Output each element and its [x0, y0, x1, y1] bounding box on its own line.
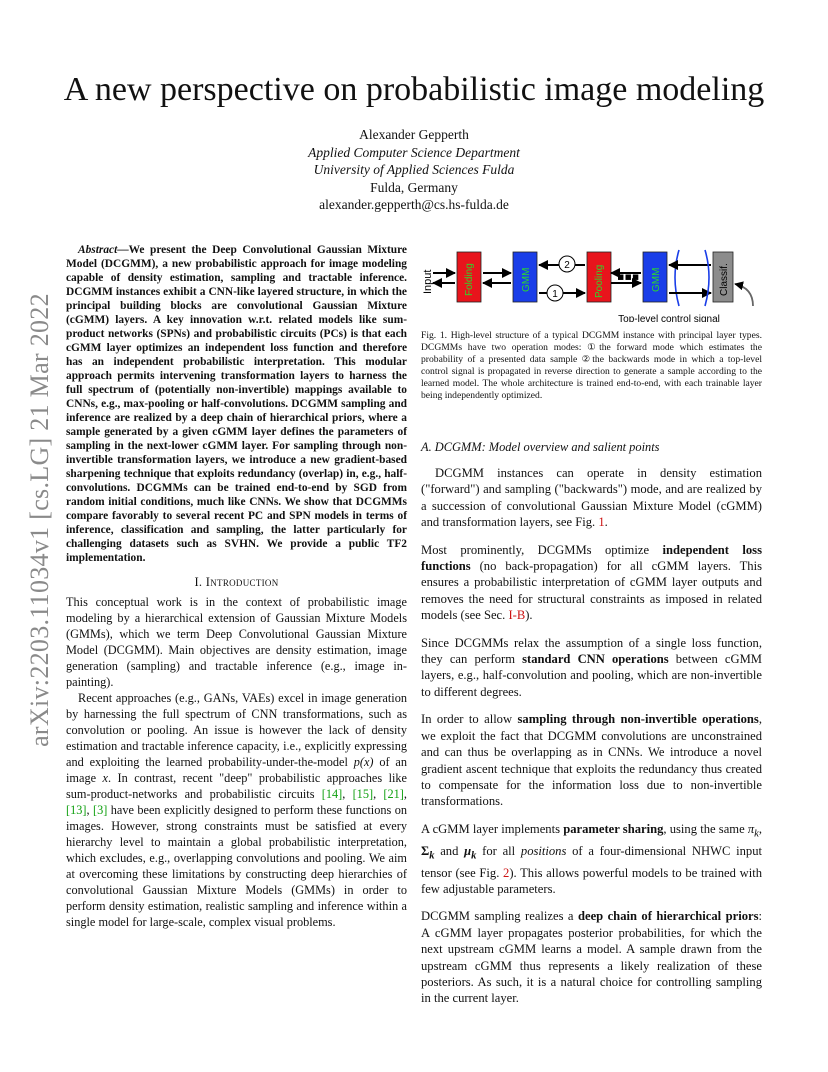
ellipsis-dots: ▪▪▪ — [617, 270, 640, 283]
figure-1-svg — [421, 244, 762, 322]
overview-p4-text-b: , we exploit the fact that DCGMM convolutions are unconstrained and can thus be overlapping as in CNNs. We introduce a novel gradient ascent technique that exploits the redundancy thus created to compensate for the information loss due to non-invertible transformations. — [421, 712, 762, 809]
overview-paragraph-1 — [421, 465, 762, 531]
math-pi: π — [747, 821, 755, 836]
sampling-noninvertible-bold: sampling through non-invertible operations — [517, 712, 759, 727]
overview-p3-text-a: Since DCGMMs relax the assumption of a single loss function, they can perform — [421, 635, 762, 667]
overview-p5-end: ). This allows powerful models to be trained with few adjustable parameters. — [421, 865, 762, 896]
overview-p5-sep: , — [758, 821, 762, 836]
abstract-dash: — — [117, 244, 129, 256]
overview-p5-text-c: for all — [476, 843, 521, 858]
author-name: Alexander Gepperth — [359, 127, 469, 142]
abstract-label: Abstract — [78, 244, 118, 256]
author-dept: Applied Computer Science Department — [308, 144, 520, 160]
overview-p2-end: ). — [525, 608, 533, 623]
figure-1-caption: Fig. 1. High-level structure of a typical DCGMM instance with principal layer types. DCGMMs have two operation modes: ①the forward mode which estimates the probability of a presented data sample ②the backwards mode in which a top-level control signal is propagated in reverse direction to generate a sample according to the learned model. The whole architecture is trained end-to-end, with each trainable layer being independently optimized. — [421, 330, 762, 401]
mode-2-label: 2 — [564, 260, 570, 271]
overview-p5-text-a: A cGMM layer implements — [421, 821, 564, 836]
math-subscript-k: k — [754, 828, 759, 840]
overview-paragraph-3 — [421, 635, 762, 701]
intro-paragraph-2 — [66, 690, 407, 930]
overview-p6-text-b: : A cGMM layer propagates posterior probabilities, for which the next upstream cGMM learns a model. A sample drawn from the upstream cGMM thus represents a likely realization of these posteriors. As such, it is a natural choice for controlling sampling in the current layer. — [421, 909, 762, 1006]
math-pi-k — [747, 821, 759, 840]
math-subscript-k: k — [429, 850, 435, 862]
section-ref-ib[interactable]: I-B — [508, 608, 526, 623]
citation-13[interactable]: [13] — [66, 803, 87, 817]
subsection-heading-overview: A. DCGMM: Model overview and salient points — [421, 440, 660, 454]
figure-ref-1[interactable]: 1 — [598, 515, 605, 530]
arxiv-identifier — [20, 280, 60, 760]
arxiv-identifier-text: arXiv:2203.11034v1 [cs.LG] 21 Mar 2022 — [25, 293, 54, 747]
overview-p2-text-a: Most prominently, DCGMMs optimize — [421, 542, 663, 557]
abstract-text: We present the Deep Convolutional Gaussian Mixture Model (DCGMM), a new probabilistic approach for image modeling capable of density estimation, sampling and tractable inference. DCGMM instances exhibit a CNN-like layered structure, in which the principal building blocks are convolutional Gaussian Mixture (cGMM) layers. A key innovation w.r.t. related models like sum-product networks (SPNs) and probabilistic circuits (PCs) is that each cGMM layer optimizes an independent loss function and therefore has an independent probabilistic interpretation. This modular approach permits intervening transformation layers to harness the full spectrum of (potentially non-invertible) mappings available to CNNs, e.g., max-pooling or half-convolutions. DCGMM sampling and inference are realized by a deep chain of hierarchical priors, where a sample generated by a given cGMM layer defines the parameters of sampling in the next-lower cGMM layer. For sampling through non-invertible transformation layers, we introduce a new gradient-based sharpening technique that exploits redundancy (overlap) in, e.g., half-convolutions. DCGMMs can be trained end-to-end by SGD from random initial conditions, much like CNNs. We show that DCGMMs compare favorably to several recent PC and SPN models in terms of inference, classification and sampling, the latter particularly for challenging datasets such as SVHN. We provide a public TF2 implementation. — [66, 244, 407, 564]
author-location: Fulda, Germany — [370, 179, 458, 195]
folding-label: Folding — [464, 263, 475, 296]
gmm-label: GMM — [521, 267, 532, 292]
overview-p6-text-a: DCGMM sampling realizes a — [421, 909, 578, 924]
math-mu: μ — [464, 843, 472, 858]
math-mu-k — [464, 843, 477, 862]
overview-p4-text-a: In order to allow — [421, 712, 518, 727]
classifier-label: Classif. — [719, 263, 730, 296]
abstract — [66, 243, 407, 565]
section-heading-introduction: I. Introduction — [194, 575, 279, 589]
math-x: x — [102, 771, 108, 785]
hierarchical-priors-bold: deep chain of hierarchical priors — [577, 909, 759, 924]
intro-paragraph-1: This conceptual work is in the context of probabilistic image modeling by a hierarchical extension of Gaussian Mixture Models (GMMs), which we term Deep Convolutional Gaussian Mixture Model (DCGMM). Main objectives are density estimation, image generation (sampling) and tractable inference (e.g., image in-painting). — [66, 595, 407, 689]
overview-p5-text-b: , using the same — [663, 821, 748, 836]
right-column — [421, 244, 762, 1018]
overview-paragraph-2 — [421, 542, 762, 624]
parameter-sharing-bold: parameter sharing — [563, 821, 664, 836]
paper-title: A new perspective on probabilistic image modeling — [63, 71, 765, 108]
citation-separator: , — [373, 787, 384, 801]
figure-ref-2[interactable]: 2 — [503, 865, 510, 880]
positions-italic: positions — [520, 843, 567, 858]
overview-paragraph-6 — [421, 908, 762, 1006]
pooling-label: Pooling — [594, 264, 605, 298]
author-email[interactable]: alexander.gepperth@cs.hs-fulda.de — [319, 197, 509, 212]
gmm-label-2: GMM — [651, 267, 662, 292]
intro-p2-text-d: have been explicitly designed to perform these functions on images. However, strong constraints must be satisfied at every hierarchy level to maintain a global probabilistic interpretation, which excludes, e.g., overlapping convolutions and pooling. We aim at overcoming these limitations by constructing deep hierarchies of convolutional Gaussian Mixture Models (GMMs) in order to perform density estimation, realistic sampling and inference within a single model for large-scale, complex visual problems. — [66, 803, 407, 929]
overview-p2-text-b: (no back-propagation) for all cGMM layers. This ensures a probabilistic interpretation of cGMM layer outputs and removes the need for structural constraints as imposed in related models (see Sec. — [421, 559, 762, 623]
independent-loss-bold: independent loss functions — [421, 542, 762, 574]
overview-p5-text-d: of a four-dimensional NHWC input tensor (see Fig. — [421, 843, 762, 880]
citation-separator: , — [86, 803, 93, 817]
intro-p2-text-a: Recent approaches (e.g., GANs, VAEs) excel in image generation by harnessing the full spectrum of CNN transformations, such as convolution or pooling. An issue is however the lack of density estimation and tractable inference capacity, i.e., explicitly expressing and exploiting the learned probability-under-the-model — [66, 691, 407, 769]
citation-15[interactable]: [15] — [352, 787, 374, 801]
author-university: University of Applied Sciences Fulda — [313, 162, 515, 177]
math-sigma-k — [421, 843, 435, 862]
citation-separator: , — [403, 787, 407, 801]
math-px: p(x) — [353, 755, 374, 769]
control-signal-label: Top-level control signal — [618, 314, 720, 322]
mode-1-label: 1 — [552, 289, 558, 300]
standard-cnn-bold: standard CNN operations — [522, 652, 669, 667]
left-column — [66, 243, 407, 930]
overview-p5-and: and — [434, 843, 465, 858]
input-label: Input — [422, 269, 434, 294]
overview-paragraph-5 — [421, 821, 762, 898]
citation-21[interactable]: [21] — [383, 787, 404, 801]
math-subscript-k: k — [471, 850, 477, 862]
citation-3[interactable]: [3] — [92, 803, 108, 817]
figure-1-diagram — [421, 244, 762, 322]
overview-p1-end: . — [604, 515, 608, 530]
overview-p1-text: DCGMM instances can operate in density estimation ("forward") and sampling ("backwards") mode, and are realized by a succession of convolutional Gaussian Mixture Model (cGMM) and transformation layers, see Fig. — [421, 466, 762, 530]
intro-p2-text-b: of an image — [66, 755, 407, 785]
overview-paragraph-4 — [421, 711, 762, 809]
overview-p3-text-b: between cGMM layers, e.g., half-convolution and pooling, which are non-invertible to different degrees. — [421, 652, 762, 699]
math-sigma: Σ — [421, 843, 430, 858]
author-block — [200, 126, 628, 214]
citation-14[interactable]: [14] — [321, 787, 343, 801]
intro-p2-text-c: . In contrast, recent "deep" probabilistic approaches like sum-product-networks and probabilistic circuits — [66, 771, 408, 801]
citation-separator: , — [342, 787, 353, 801]
